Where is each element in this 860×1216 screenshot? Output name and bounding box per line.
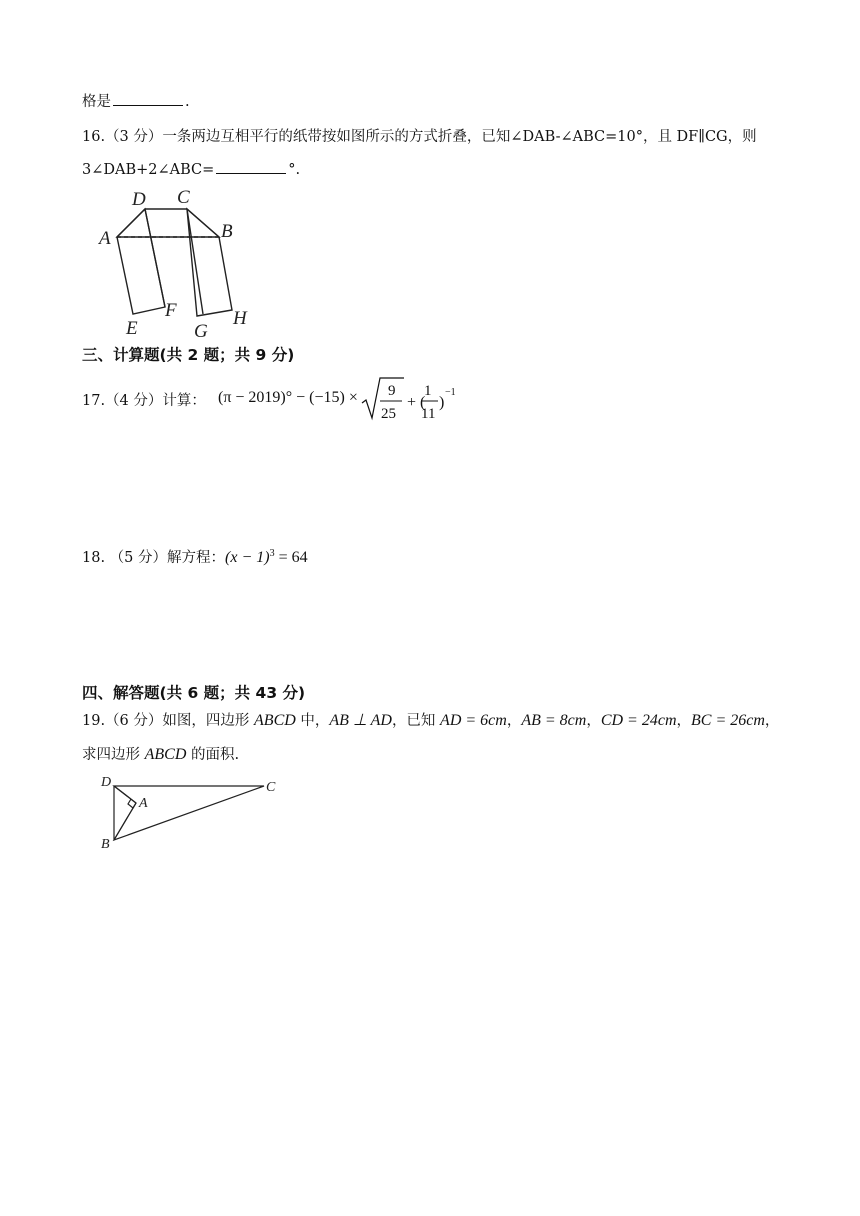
q17-sqrt-den: 25	[381, 406, 396, 422]
q17-close: )	[439, 394, 445, 411]
q18-rhs: = 64	[274, 549, 308, 566]
q15-answer-blank[interactable]	[113, 91, 183, 106]
q17-frac-num: 1	[424, 383, 432, 399]
label-E: E	[126, 318, 138, 339]
q17-prefix: 17.（4 分）计算：	[82, 393, 206, 409]
q16-line2-prefix: 3∠DAB+2∠ABC=	[82, 162, 215, 178]
q19-sep2: ，	[586, 713, 601, 729]
q19-cd: CD = 24cm	[600, 712, 677, 729]
q19-line2-abcd: ABCD	[144, 746, 187, 763]
q15-tail-line	[82, 90, 190, 111]
q17-frac-den: 11	[421, 406, 436, 422]
label-A: A	[139, 796, 148, 811]
strip-left-leg	[117, 209, 165, 314]
segment-da	[114, 786, 136, 803]
label-H: H	[233, 308, 247, 329]
q19-quadrilateral-figure	[98, 772, 288, 854]
q18-line	[82, 546, 308, 567]
strip-inner-left	[145, 209, 165, 307]
q19-sep4: ，	[764, 713, 780, 729]
q19-sep3: ，	[676, 713, 692, 729]
q19-line2	[82, 743, 239, 764]
q17-expression	[216, 375, 476, 425]
q17-sqrt-num: 9	[388, 383, 396, 399]
q19-line1	[82, 709, 779, 730]
q16-line2-suffix: °.	[288, 162, 301, 178]
label-B: B	[101, 837, 110, 852]
label-A: A	[99, 228, 111, 249]
label-F: F	[165, 300, 177, 321]
label-D: D	[132, 189, 146, 210]
q18-exponent: 3	[269, 548, 275, 560]
q16-line2	[82, 159, 300, 178]
label-G: G	[194, 321, 208, 342]
q15-suffix: .	[185, 94, 190, 110]
q17-exponent: −1	[445, 387, 456, 398]
q19-ab: AB = 8cm	[521, 712, 587, 729]
q16-answer-blank[interactable]	[216, 159, 286, 174]
q19-line1-c: ，已知	[391, 713, 441, 729]
q19-ad: AD = 6cm	[440, 712, 507, 729]
q16-line1: 16.（3 分）一条两边互相平行的纸带按如图所示的方式折叠，已知∠DAB-∠ABC=10°，且 DF∥CG，则	[82, 129, 757, 145]
q17-plus: + (	[407, 394, 426, 411]
section4-title: 四、解答题(共 6 题；共 43 分)	[82, 684, 306, 702]
q19-perp: AB ⊥ AD	[329, 712, 392, 729]
quadrilateral-abcd	[114, 786, 264, 840]
q16-folded-strip-figure	[95, 182, 265, 342]
label-C: C	[266, 780, 276, 795]
q18-expr: (x − 1)	[225, 549, 270, 566]
q18-prefix: 18. （5 分）解方程：	[82, 550, 226, 566]
q19-line1-a: 19.（6 分）如图，四边形	[82, 713, 255, 729]
label-B: B	[221, 221, 233, 242]
section3-title: 三、计算题(共 2 题；共 9 分)	[82, 346, 295, 364]
q19-line2-b: 的面积.	[186, 747, 240, 763]
q19-line1-b: 中，	[295, 713, 330, 729]
q19-abcd: ABCD	[254, 712, 296, 729]
label-C: C	[177, 187, 190, 208]
q19-line2-a: 求四边形	[82, 747, 145, 763]
segment-ab	[114, 803, 136, 840]
q19-bc: BC = 26cm	[691, 712, 765, 729]
label-D: D	[101, 775, 112, 790]
q17-expr-part1: (π − 2019)° − (−15) ×	[218, 389, 358, 406]
q19-sep1: ，	[506, 713, 522, 729]
q15-prefix: 格是	[82, 94, 111, 110]
